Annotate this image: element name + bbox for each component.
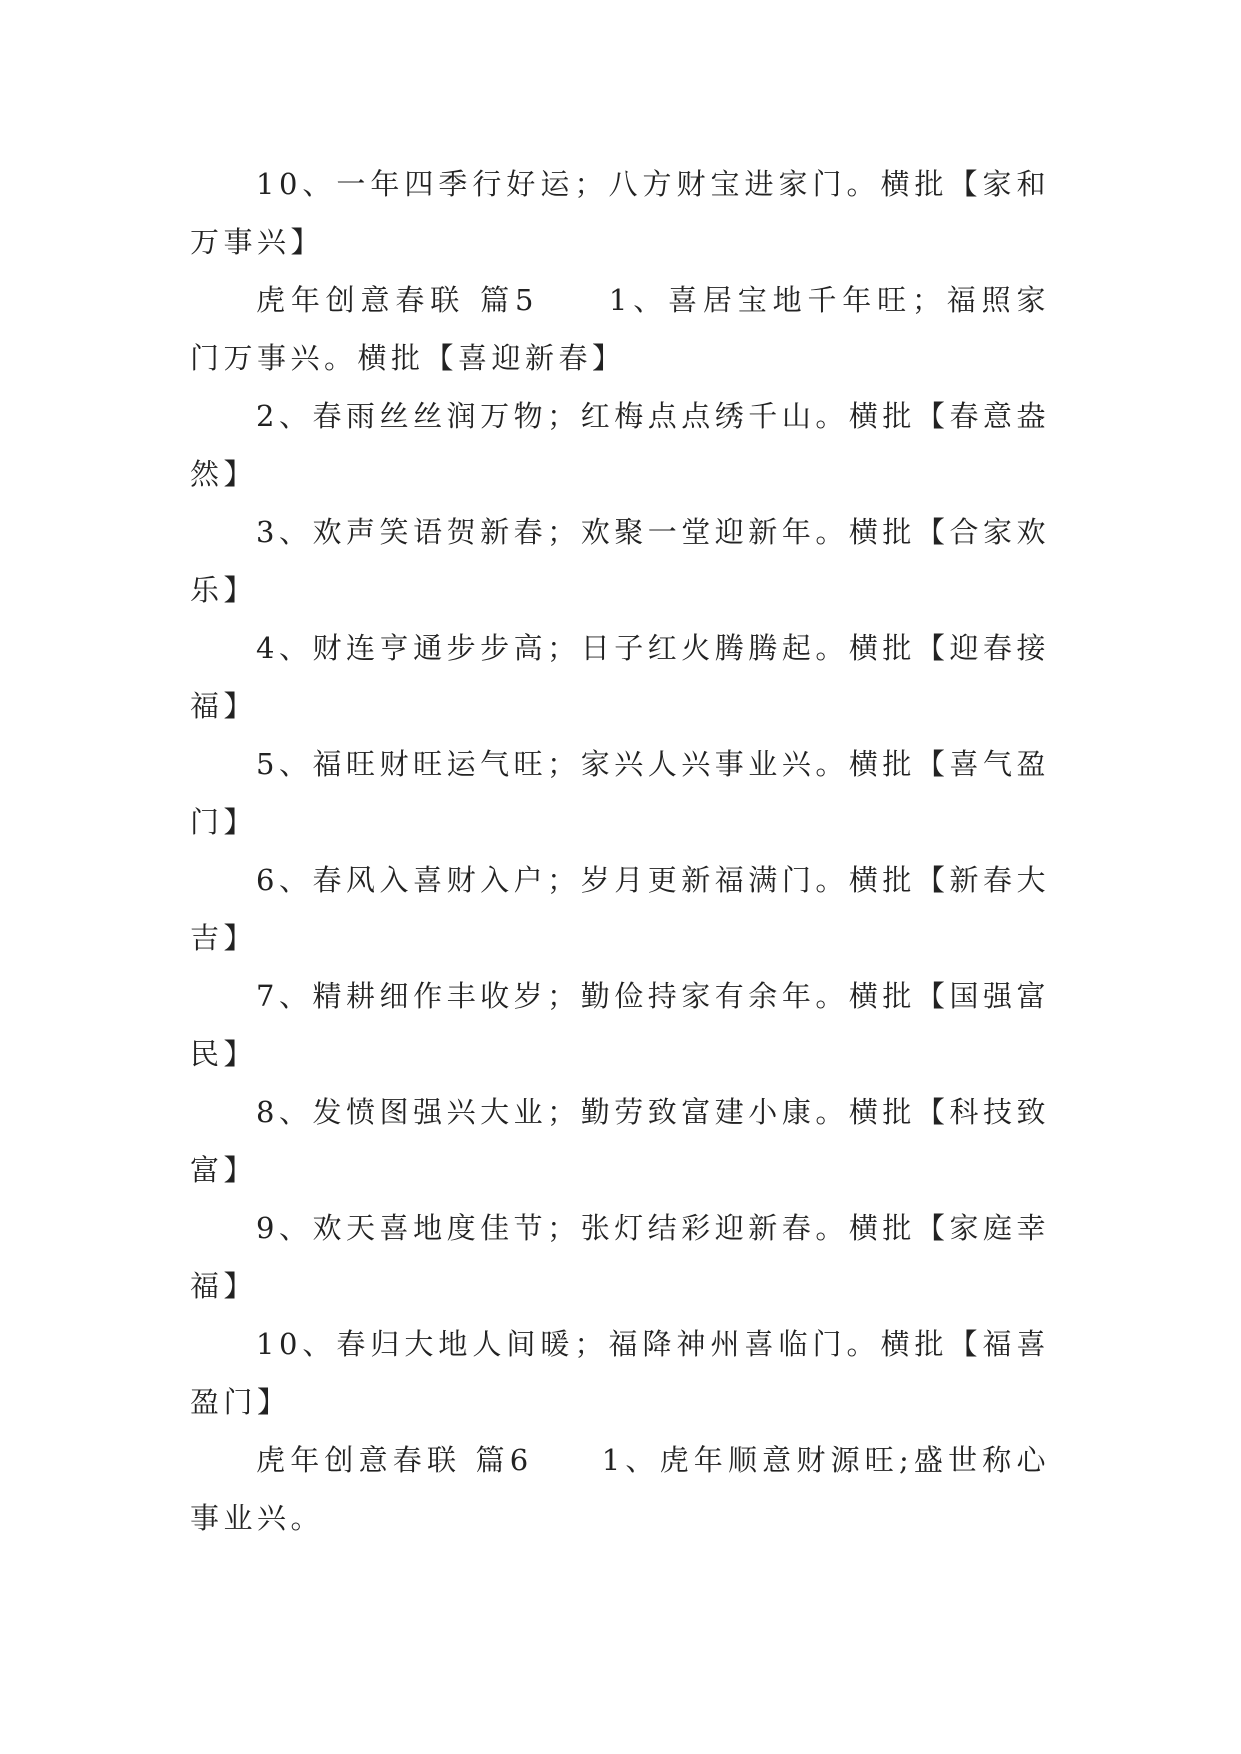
paragraph: 6、春风入喜财入户；岁月更新福满门。横批【新春大吉】 — [190, 863, 1050, 955]
paragraph: 4、财连亨通步步高；日子红火腾腾起。横批【迎春接福】 — [190, 631, 1050, 723]
paragraph: 10、一年四季行好运；八方财宝进家门。横批【家和万事兴】 — [190, 167, 1050, 259]
paragraph: 3、欢声笑语贺新春；欢聚一堂迎新年。横批【合家欢乐】 — [190, 515, 1050, 607]
paragraph: 8、发愤图强兴大业；勤劳致富建小康。横批【科技致富】 — [190, 1095, 1050, 1187]
paragraph: 5、福旺财旺运气旺；家兴人兴事业兴。横批【喜气盈门】 — [190, 747, 1050, 839]
section-heading-paragraph: 虎年创意春联 篇6 1、虎年顺意财源旺;盛世称心事业兴。 — [190, 1443, 1050, 1535]
paragraph: 2、春雨丝丝润万物；红梅点点绣千山。横批【春意盎然】 — [190, 399, 1050, 491]
section-heading-paragraph: 虎年创意春联 篇5 1、喜居宝地千年旺；福照家门万事兴。横批【喜迎新春】 — [190, 283, 1050, 375]
paragraph: 7、精耕细作丰收岁；勤俭持家有余年。横批【国强富民】 — [190, 979, 1050, 1071]
paragraph: 10、春归大地人间暖；福降神州喜临门。横批【福喜盈门】 — [190, 1327, 1050, 1419]
document-body — [190, 155, 1050, 1547]
paragraph: 9、欢天喜地度佳节；张灯结彩迎新春。横批【家庭幸福】 — [190, 1211, 1050, 1303]
